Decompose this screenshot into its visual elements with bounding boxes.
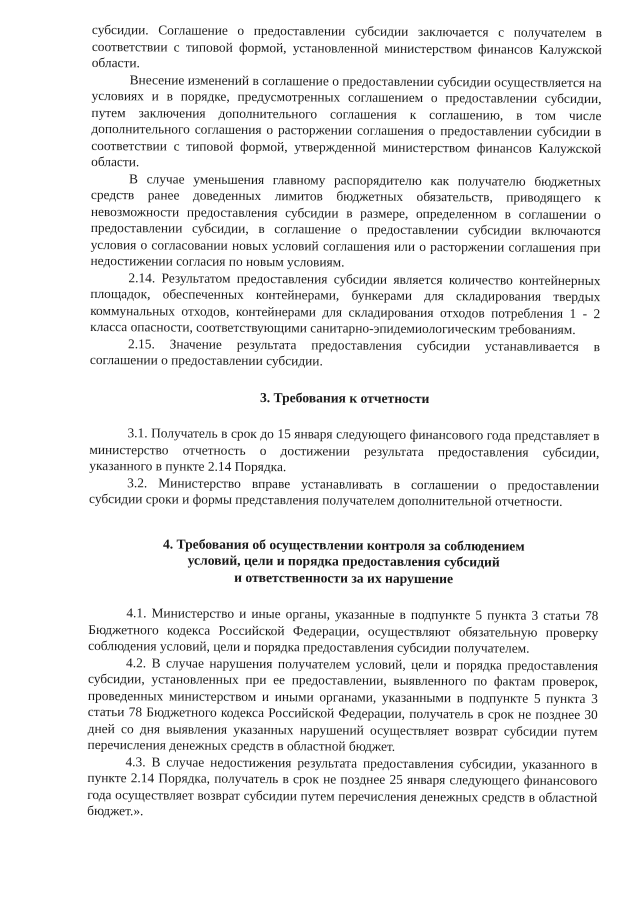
- paragraph-agreement-amendments: Внесение изменений в соглашение о предоставлении субсидии осуществляется на условиях и в порядке, предусмотренных соглашением о предоставлении субсидии, путем заключения дополнительного соглашения к соглашению, в том числе дополнительного соглашения о расторжении соглашения о предоставлении субсидии в соответствии с типовой формой, утвержденной министерством финансов Калужской области.: [91, 71, 602, 170]
- section-4-title-line1: 4. Требования об осуществлении контроля за соблюдением: [162, 535, 525, 554]
- section-4-title-line2: условий, цели и порядка предоставления субсидий: [187, 552, 500, 570]
- paragraph-2-15: 2.15. Значение результата предоставления субсидии устанавливается в соглашении о предоставлении субсидии.: [89, 335, 601, 369]
- paragraph-4-3: 4.3. В случае недостижения результата предоставления субсидии, указанного в пункте 2.14 Порядка, получатель в срок не позднее 25 января следующего финансового года осуществляет возврат субсидии путем перечисления денежных средств в областной бюджет.».: [87, 753, 598, 819]
- paragraph-4-2: 4.2. В случае нарушения получателем условий, цели и порядка предоставления субсидии, установленных при ее предоставлении, выявленного по фактам проверок, проведенных министерством и иными органами, указанными в подпункте 5 пункта 3 статьи 78 Бюджетного кодекса Российской Федерации, получатель в срок не позднее 30 дней со дня выявления указанных нарушений осуществляет возврат субсидии путем перечисления денежных средств в областной бюджет.: [87, 654, 599, 754]
- document-page: [87, 22, 602, 823]
- section-4-title-line3: и ответственности за их нарушение: [234, 569, 454, 586]
- spacer: [89, 507, 599, 538]
- paragraph-4-1: 4.1. Министерство и иные органы, указанные в подпункте 5 пункта 3 статьи 78 Бюджетного кодекса Российской Федерации, осуществляют обязательную проверку соблюдения условий, цели и порядка предоставления субсидии получателем.: [88, 605, 599, 656]
- paragraph-agreement-conclusion: субсидии. Соглашение о предоставлении субсидии заключается с получателем в соответствии с типовой формой, установленной министерством финансов Калужской области.: [91, 22, 602, 71]
- paragraph-3-2: 3.2. Министерство вправе устанавливать в соглашении о предоставлении субсидии сроки и формы представления получателем дополнительной отчетности.: [89, 474, 600, 509]
- paragraph-3-1: 3.1. Получатель в срок до 15 января следующего финансового года представляет в министерство отчетность о достижении результата предоставления субсидии, указанного в пункте 2.14 Порядка.: [89, 425, 600, 475]
- paragraph-2-14: 2.14. Результатом предоставления субсидии является количество контейнерных площадок, обеспеченных контейнерами, бункерами для складирования твердых коммунальных отходов, контейнерами для складирования отходов потребления 1 - 2 класса опасности, соответствующими санитарно-эпидемиологическим требованиям.: [90, 269, 601, 337]
- paragraph-limits-reduction: В случае уменьшения главному распорядителю как получателю бюджетных средств ранее доведенных лимитов бюджетных обязательств, приводящего к невозможности предоставления субсидии в размере, определенном в соглашении о предоставлении субсидии, в соглашение о предоставлении субсидии включаются условия о согласовании новых условий соглашения или о расторжении соглашения при недостижении согласия по новым условиям.: [90, 170, 602, 270]
- section-3-title: 3. Требования к отчетности: [259, 389, 430, 406]
